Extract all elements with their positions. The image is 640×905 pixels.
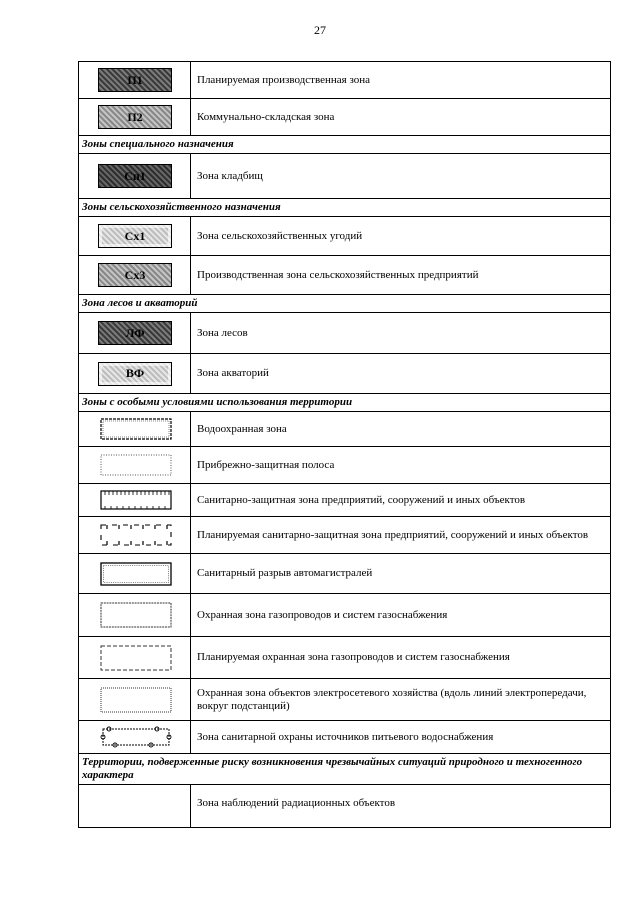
legend-row-p2 [79, 99, 611, 136]
power-protection-symbol [99, 686, 173, 714]
symbol-cell [79, 484, 191, 517]
zone-description: Зона акваторий [191, 354, 611, 394]
zone-code: П2 [127, 109, 143, 124]
legend-row-sx1 [79, 217, 611, 256]
legend-row-radiation-monitoring [79, 785, 611, 828]
legend-table [78, 61, 611, 828]
zone-code: Сх3 [124, 267, 146, 282]
legend-row-planned-gas-protection [79, 637, 611, 679]
legend-row-vf [79, 354, 611, 394]
zone-swatch-lf [98, 321, 172, 345]
legend-row-gas-protection [79, 594, 611, 637]
symbol-cell [79, 447, 191, 484]
page-number: 27 [314, 23, 326, 37]
zone-swatch-sx1 [98, 224, 172, 248]
zone-description: Зона лесов [191, 313, 611, 354]
section-header [79, 136, 611, 154]
section-title: Зоны специального назначения [79, 136, 611, 154]
zone-description: Охранная зона объектов электросетевого хозяйства (вдоль линий электропередачи, вокруг подстанций) [191, 679, 611, 721]
legend-row-water-protection [79, 412, 611, 447]
section-header [79, 199, 611, 217]
zone-description: Зона санитарной охраны источников питьевого водоснабжения [191, 721, 611, 754]
water-protection-symbol [99, 415, 173, 443]
legend-row-drinking-water [79, 721, 611, 754]
legend-row-sp [79, 154, 611, 199]
zone-description: Прибрежно-защитная полоса [191, 447, 611, 484]
symbol-cell [79, 217, 191, 256]
zone-description: Планируемая санитарно-защитная зона предприятий, сооружений и иных объектов [191, 517, 611, 554]
symbol-cell [79, 256, 191, 295]
zone-description: Коммунально-складская зона [191, 99, 611, 136]
zone-description: Планируемая производственная зона [191, 62, 611, 99]
drinking-water-symbol [99, 723, 173, 751]
zone-description: Зона кладбищ [191, 154, 611, 199]
zone-code: ВФ [125, 366, 145, 380]
sanitary-gap-symbol [99, 560, 173, 588]
symbol-cell [79, 154, 191, 199]
zone-description: Зона наблюдений радиационных объектов [191, 785, 611, 828]
zone-swatch-sx3 [98, 263, 172, 287]
legend-row-sanitary-zone [79, 484, 611, 517]
zone-code: П1 [127, 72, 143, 87]
planned-gas-protection-symbol [99, 644, 173, 672]
section-title: Территории, подверженные риску возникновения чрезвычайных ситуаций природного и техногенного характера [79, 754, 611, 785]
section-header [79, 295, 611, 313]
zone-swatch-p1 [98, 68, 172, 92]
legend-row-sanitary-gap [79, 554, 611, 594]
zone-code: Сп1 [124, 168, 146, 183]
legend-row-p1 [79, 62, 611, 99]
section-header [79, 754, 611, 785]
symbol-cell [79, 554, 191, 594]
symbol-cell [79, 354, 191, 394]
symbol-cell [79, 412, 191, 447]
symbol-cell [79, 517, 191, 554]
legend-row-sx3 [79, 256, 611, 295]
zone-code: ЛФ [125, 325, 145, 340]
zone-swatch-vf [98, 362, 172, 386]
zone-description: Производственная зона сельскохозяйственных предприятий [191, 256, 611, 295]
symbol-cell [79, 637, 191, 679]
legend-row-lf [79, 313, 611, 354]
zone-description: Санитарно-защитная зона предприятий, сооружений и иных объектов [191, 484, 611, 517]
symbol-cell [79, 721, 191, 754]
symbol-cell [79, 785, 191, 828]
section-title: Зоны сельскохозяйственного назначения [79, 199, 611, 217]
zone-swatch-p2 [98, 105, 172, 129]
zone-description: Планируемая охранная зона газопроводов и систем газоснабжения [191, 637, 611, 679]
symbol-cell [79, 594, 191, 637]
legend-row-power-protection [79, 679, 611, 721]
zone-swatch-sp [98, 164, 172, 188]
legend-row-planned-sanitary-zone [79, 517, 611, 554]
legend-row-coastal-strip [79, 447, 611, 484]
symbol-cell [79, 313, 191, 354]
symbol-cell [79, 62, 191, 99]
coastal-strip-symbol [99, 451, 173, 479]
zone-description: Охранная зона газопроводов и систем газоснабжения [191, 594, 611, 637]
symbol-cell [79, 679, 191, 721]
planned-sanitary-zone-symbol [99, 521, 173, 549]
zone-description: Зона сельскохозяйственных угодий [191, 217, 611, 256]
section-header [79, 394, 611, 412]
symbol-cell [79, 99, 191, 136]
zone-description: Водоохранная зона [191, 412, 611, 447]
section-title: Зона лесов и акваторий [79, 295, 611, 313]
section-title: Зоны с особыми условиями использования территории [79, 394, 611, 412]
zone-code: Сх1 [124, 228, 146, 243]
sanitary-zone-symbol [99, 486, 173, 514]
zone-description: Санитарный разрыв автомагистралей [191, 554, 611, 594]
gas-protection-symbol [99, 601, 173, 629]
